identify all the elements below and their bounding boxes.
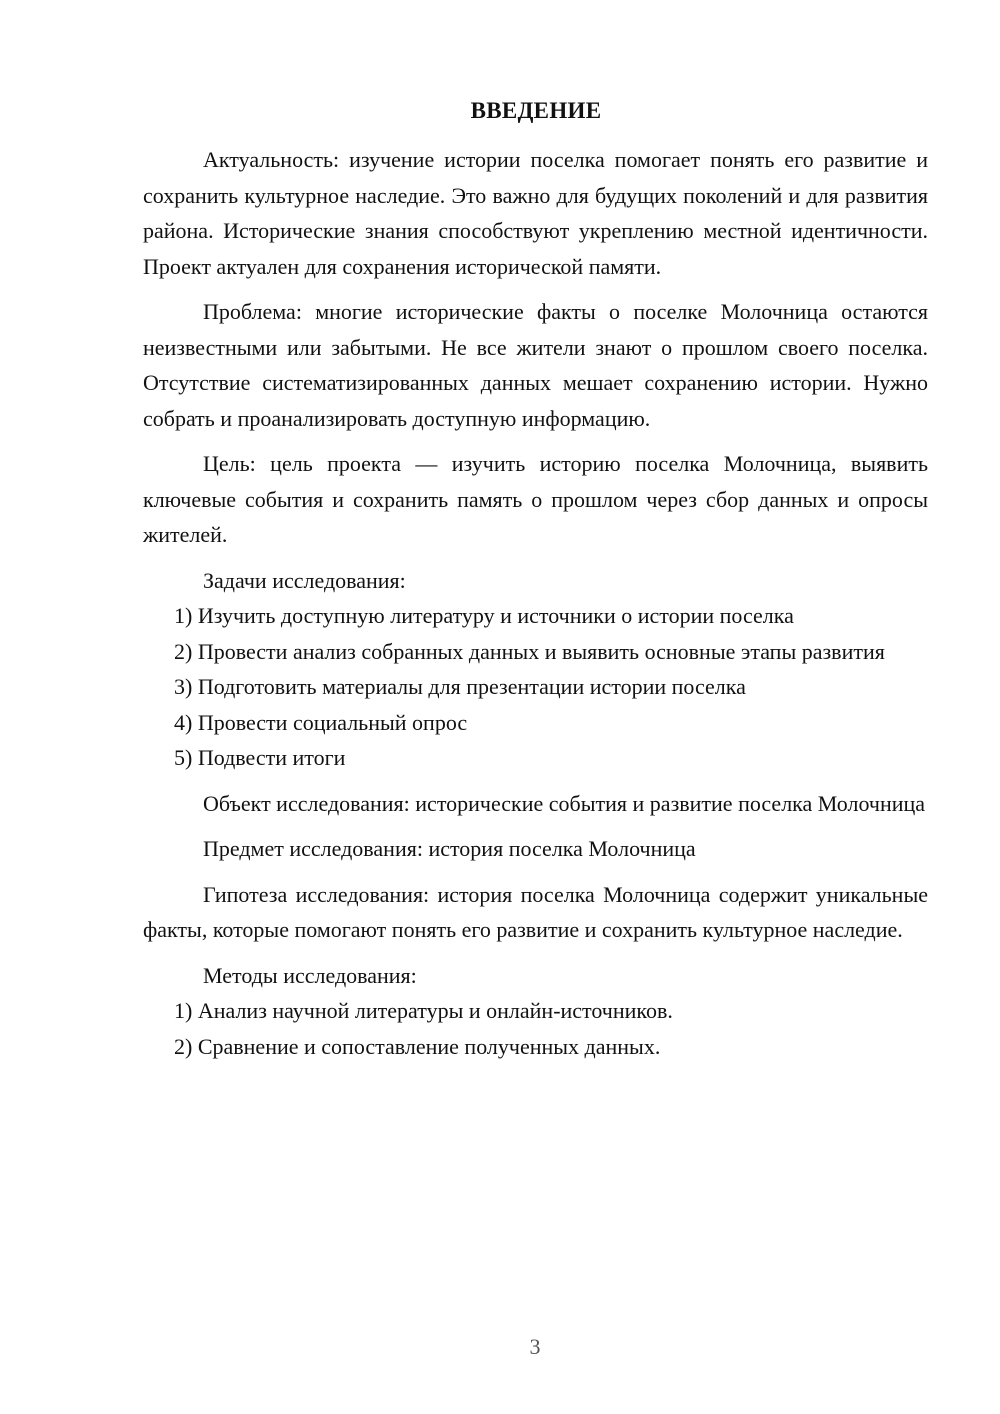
relevance-paragraph: Актуальность: изучение истории поселка помогает понять его развитие и сохранить культурное наследие. Это важно для будущих поколений и для развития района. Исторические знания способствуют укреплению местной идентичности. Проект актуален для сохранения исторической памяти. (143, 147, 928, 279)
task-item: 3) Подготовить материалы для презентации истории поселка (174, 674, 746, 699)
page-number: 3 (529, 1334, 541, 1359)
goal-paragraph: Цель: цель проекта — изучить историю поселка Молочница, выявить ключевые события и сохранить память о прошлом через сбор данных и опросы жителей. (143, 451, 928, 547)
subject-paragraph: Предмет исследования: история поселка Молочница (203, 836, 696, 861)
object-paragraph: Объект исследования: исторические события и развитие поселка Молочница (203, 790, 926, 816)
section-title: ВВЕДЕНИЕ (470, 98, 602, 123)
task-item: 2) Провести анализ собранных данных и выявить основные этапы развития (174, 638, 885, 664)
task-item: 1) Изучить доступную литературу и источники о истории поселка (174, 603, 794, 628)
methods-heading: Методы исследования: (203, 962, 417, 988)
method-item: 2) Сравнение и сопоставление полученных данных. (174, 1033, 661, 1059)
page-body (143, 142, 928, 1064)
hypothesis-paragraph: Гипотеза исследования: история поселка Молочница содержит уникальные факты, которые помогают понять его развитие и сохранить культурное наследие. (143, 881, 928, 942)
task-item: 4) Провести социальный опрос (174, 709, 468, 735)
task-item: 5) Подвести итоги (174, 745, 346, 770)
problem-paragraph: Проблема: многие исторические факты о поселке Молочница остаются неизвестными или забытыми. Не все жители знают о прошлом своего поселка. Отсутствие систематизированных данных мешает сохранению истории. Нужно собрать и проанализировать доступную информацию. (143, 299, 928, 431)
method-item: 1) Анализ научной литературы и онлайн-источников. (174, 998, 673, 1023)
tasks-heading: Задачи исследования: (203, 567, 406, 593)
